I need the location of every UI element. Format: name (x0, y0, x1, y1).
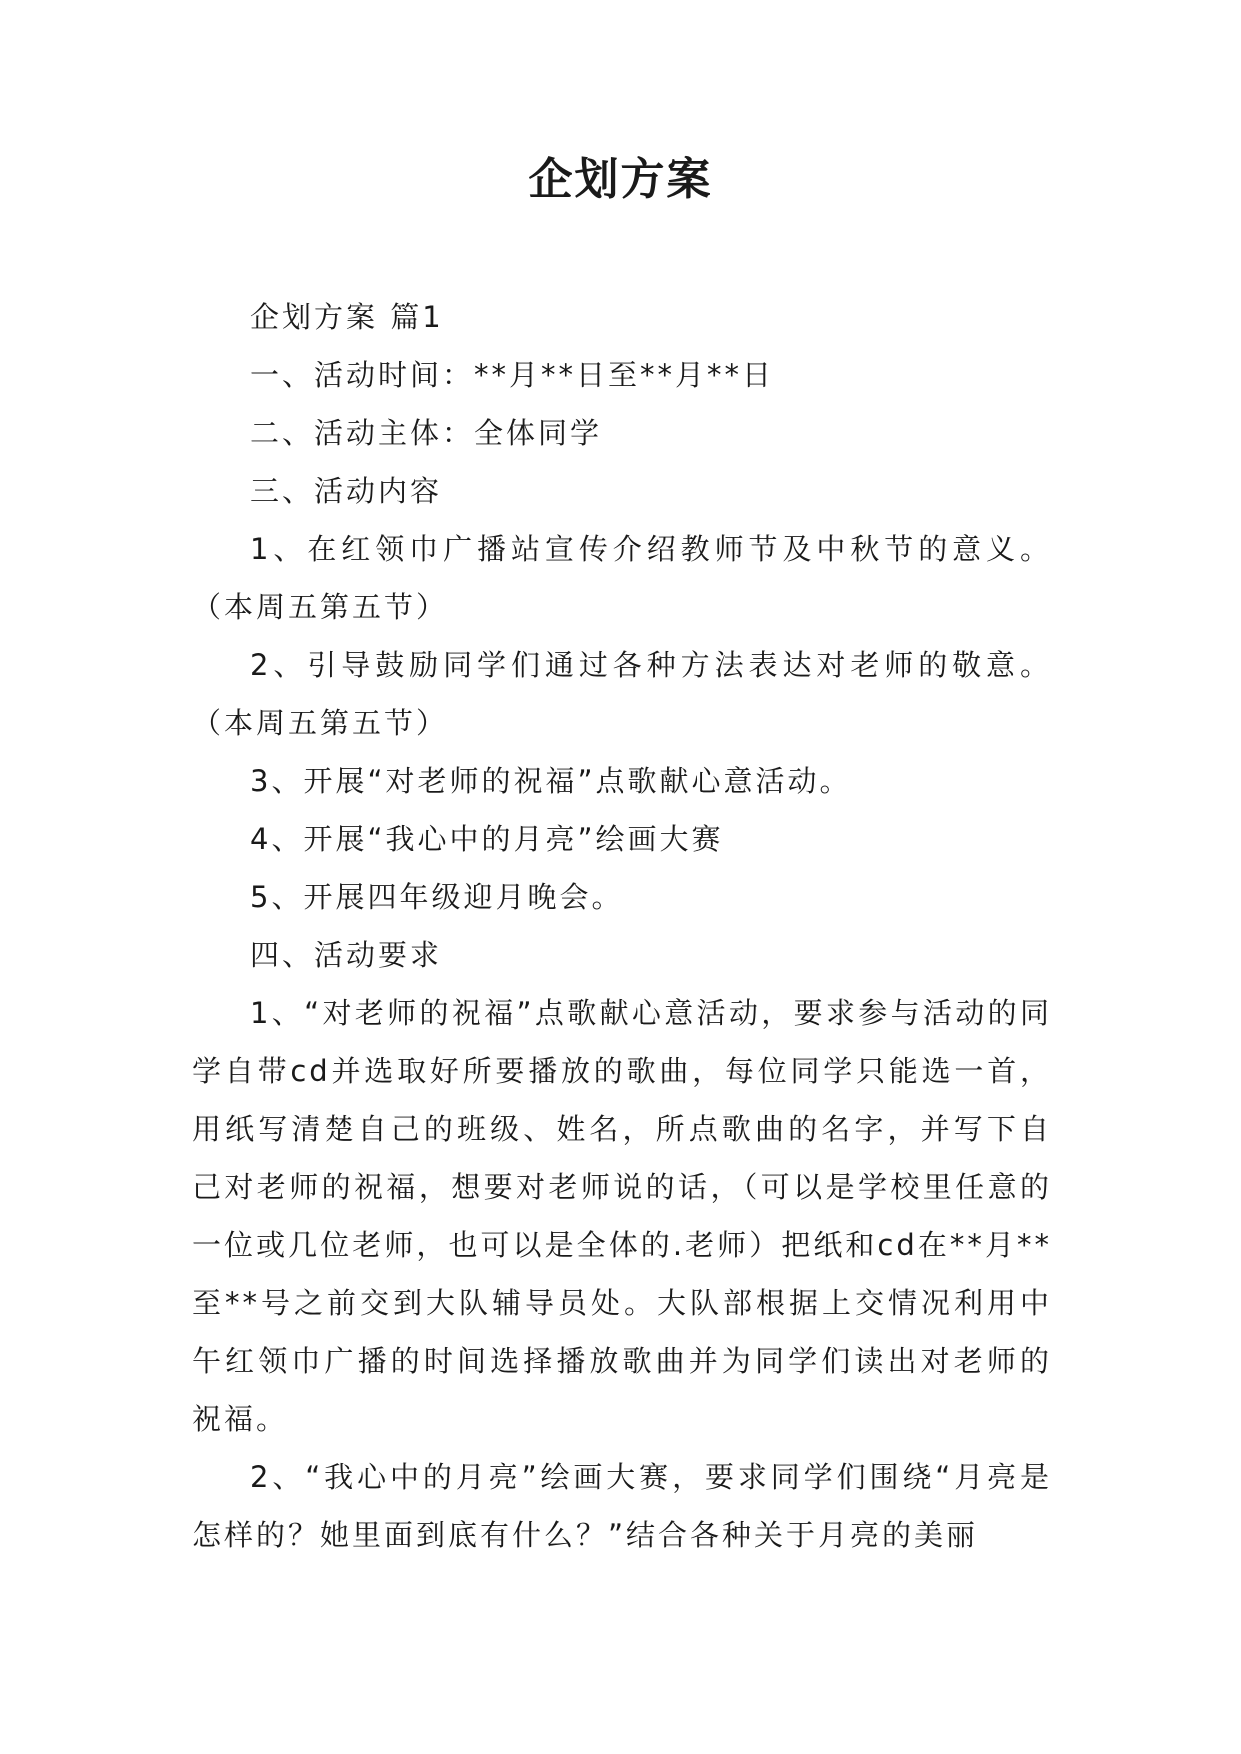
paragraph-activity-time: 一、活动时间：**月**日至**月**日 (250, 358, 775, 392)
paragraph-requirement-1: 1、“对老师的祝福”点歌献心意活动，要求参与活动的同学自带cd并选取好所要播放的歌曲，每位同学只能选一首，用纸写清楚自己的班级、姓名，所点歌曲的名字，并写下自己对老师的祝福，想要对老师说的话，（可以是学校里任意的一位或几位老师，也可以是全体的.老师）把纸和cd在**月**至**号之前交到大队辅导员处。大队部根据上交情况利用中午红领巾广播的时间选择播放歌曲并为同学们读出对老师的祝福。 (192, 996, 1052, 1436)
paragraph-requirements-heading: 四、活动要求 (250, 938, 443, 972)
paragraph-content-item-2: 2、引导鼓励同学们通过各种方法表达对老师的敬意。（本周五第五节） (192, 648, 1052, 740)
paragraph-requirement-2: 2、“我心中的月亮”绘画大赛，要求同学们围绕“月亮是怎样的？她里面到底有什么？”结合各种关于月亮的美丽 (192, 1460, 1052, 1552)
document-body (192, 288, 1052, 1564)
paragraph-heading: 企划方案 篇1 (250, 300, 444, 334)
paragraph-activity-subject: 二、活动主体：全体同学 (250, 416, 603, 450)
paragraph-content-item-5: 5、开展四年级迎月晚会。 (250, 880, 624, 914)
paragraph-content-item-3: 3、开展“对老师的祝福”点歌献心意活动。 (250, 764, 852, 798)
paragraph-content-item-4: 4、开展“我心中的月亮”绘画大赛 (250, 822, 724, 856)
document-title: 企划方案 (528, 154, 713, 205)
paragraph-content-item-1: 1、在红领巾广播站宣传介绍教师节及中秋节的意义。（本周五第五节） (192, 532, 1052, 624)
paragraph-activity-content-heading: 三、活动内容 (250, 474, 443, 508)
